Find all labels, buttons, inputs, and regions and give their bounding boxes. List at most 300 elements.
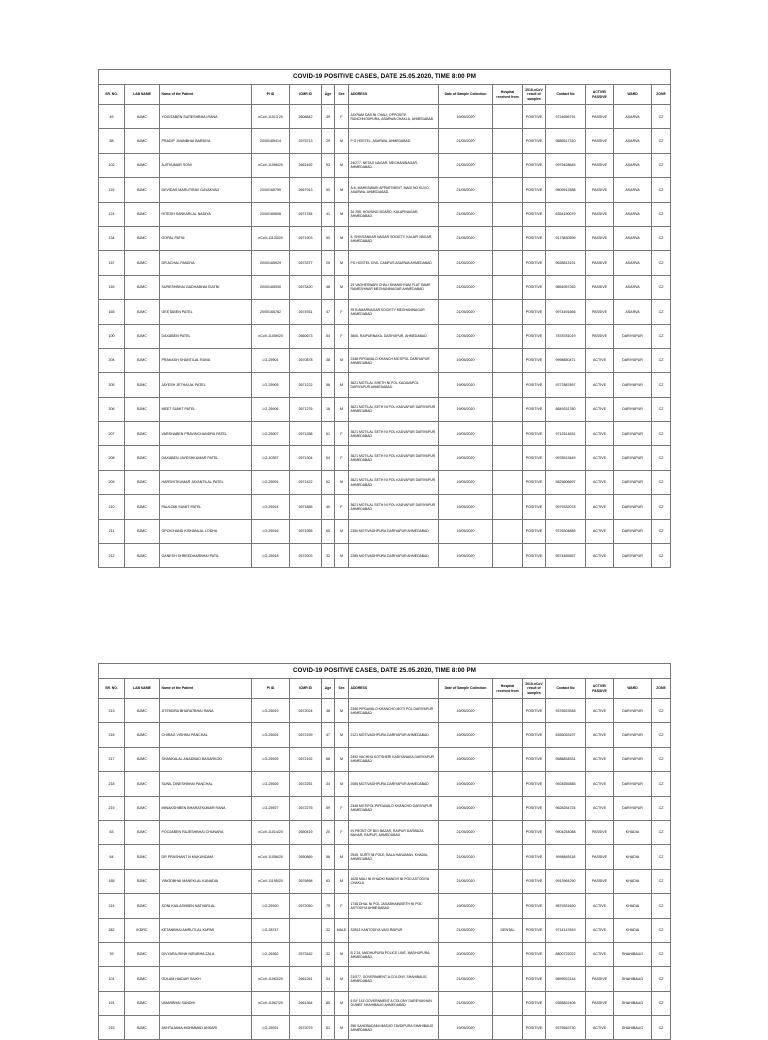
cell-result: POSITIVE <box>523 300 546 324</box>
cell-pi-id: 20/00165762 <box>252 300 290 324</box>
table-row <box>99 275 671 299</box>
cell-hospital <box>493 723 523 747</box>
cell-patient-name: DEVIDAS MARUTIRAV GAYAKVAD <box>160 178 252 202</box>
table-row <box>99 519 671 543</box>
cell-lab-name: BJMC <box>125 226 160 250</box>
cell-ward: ASARVA <box>614 178 652 202</box>
cell-address: 2945, SURTI NI POLE, BALA HANUMAN, KHADIA, AHMEDABAD. <box>349 845 439 869</box>
cell-hospital <box>493 202 523 226</box>
cell-sample-date: 19/05/2020 <box>439 105 493 129</box>
cell-zone: CZ <box>652 202 671 226</box>
cell-pi-id: nCoV-11059/20 <box>252 324 290 348</box>
cell-sample-date: 19/05/2020 <box>439 519 493 543</box>
column-header-contact-no: Contact No <box>546 85 586 105</box>
cell-patient-name: YOGITABEN SURESHBHAI RANA <box>160 105 252 129</box>
cell-age: 56 <box>322 373 335 397</box>
cell-contact-no: 9974491565 <box>546 300 586 324</box>
cell-lab-name: BJMC <box>125 178 160 202</box>
cell-hospital <box>493 699 523 723</box>
cell-ward: DARIYAPUR <box>614 519 652 543</box>
cell-patient-name: DIVYARAJSINH NIRUBHA ZALA <box>160 942 252 966</box>
cell-address: 3621 MOTILAL SETH NI POL KADVAPUR DARIYAPUR AHMEDABAD <box>349 446 439 470</box>
cell-sex: M <box>335 723 349 747</box>
cell-lab-name: BJMC <box>125 796 160 820</box>
cell-hospital <box>493 942 523 966</box>
table-row <box>99 723 671 747</box>
cell-icmr-id: 2673377 <box>290 251 322 275</box>
cell-ward: SHAHIBAUG <box>614 967 652 991</box>
cell-hospital <box>493 845 523 869</box>
cell-age: 54 <box>322 446 335 470</box>
cell-sr-no: 157 <box>99 251 125 275</box>
cell-sr-no: 205 <box>99 373 125 397</box>
cell-sample-date: 21/05/2020 <box>439 324 493 348</box>
cell-icmr-id: 2661492 <box>290 153 322 177</box>
cell-result: POSITIVE <box>523 820 546 844</box>
column-header-lab-name: LAB NAME <box>125 679 160 699</box>
cell-address: 2306 MOTIVAGHPURA DARIYAPUR AHMEDABAD <box>349 519 439 543</box>
cell-patient-name: AKHTAJAMA MOHMMAD ANSARI <box>160 1016 252 1040</box>
cell-contact-no: 9714147819 <box>546 918 586 942</box>
cell-hospital <box>493 397 523 421</box>
cell-ward: DARIYAPUR <box>614 422 652 446</box>
cell-age: 56 <box>322 845 335 869</box>
cell-zone: CZ <box>652 942 671 966</box>
cell-pi-id: LG-25921 <box>252 1016 290 1040</box>
column-header-address: ADDRESS <box>349 679 439 699</box>
table-row <box>99 894 671 918</box>
cell-hospital <box>493 519 523 543</box>
cell-status: PASSIVE <box>586 202 614 226</box>
cell-sex: M <box>335 153 349 177</box>
cell-hospital <box>493 251 523 275</box>
cell-zone: CZ <box>652 105 671 129</box>
cell-sr-no: 213 <box>99 699 125 723</box>
cell-age: 40 <box>322 495 335 519</box>
cell-zone: CZ <box>652 894 671 918</box>
cell-address: 3606, RAIPURNAKA, DARIYAPUR, AHMEDABAD. <box>349 324 439 348</box>
cell-contact-no: 9375563730 <box>546 1016 586 1040</box>
cell-sr-no: 207 <box>99 422 125 446</box>
cell-age: 47 <box>322 723 335 747</box>
cell-zone: CZ <box>652 772 671 796</box>
cell-status: PASSIVE <box>586 226 614 250</box>
table-row <box>99 178 671 202</box>
column-header-sex: Sex <box>335 85 349 105</box>
cell-icmr-id: 2673420 <box>290 275 322 299</box>
cell-sr-no: 216 <box>99 723 125 747</box>
cell-hospital <box>493 772 523 796</box>
cell-age: 36 <box>322 699 335 723</box>
cell-contact-no: 9376523548 <box>546 699 586 723</box>
cell-sex: F <box>335 422 349 446</box>
cell-zone: CZ <box>652 747 671 771</box>
table-row <box>99 251 671 275</box>
cell-pi-id: nCoV-11130/20 <box>252 226 290 250</box>
cell-icmr-id: 2608842 <box>290 105 322 129</box>
cell-address: 3621 MOTILAL SETH NI POL KADVAPUR DARIYAPUR AHMEDABAD <box>349 470 439 494</box>
cell-icmr-id: 2672050 <box>290 894 322 918</box>
column-header-lab-name: LAB NAME <box>125 85 160 105</box>
cell-lab-name: IKDRC <box>125 918 160 942</box>
column-header-result: 2019-nCoV result of samples <box>523 679 546 699</box>
cell-contact-no: 9979332078 <box>546 495 586 519</box>
cell-sex: M <box>335 845 349 869</box>
cell-contact-no: 7878781019 <box>546 324 586 348</box>
cell-sample-date: 19/05/2020 <box>439 422 493 446</box>
cell-contact-no: 9365822406 <box>546 991 586 1015</box>
cell-contact-no: 9628254724 <box>546 796 586 820</box>
cell-age: 50 <box>322 226 335 250</box>
cell-sample-date: 21/05/2020 <box>439 153 493 177</box>
cell-sex: F <box>335 820 349 844</box>
cell-address: 2085 MOTIVAGHPURA DARIYAPUR AHMEDABAD <box>349 772 439 796</box>
cell-sex: M <box>335 519 349 543</box>
cell-sr-no: 210 <box>99 495 125 519</box>
cell-age: 16 <box>322 397 335 421</box>
cell-lab-name: BJMC <box>125 723 160 747</box>
cell-sex: M <box>335 544 349 568</box>
cell-icmr-id: 2667913 <box>290 178 322 202</box>
cell-icmr-id: 2672024 <box>290 699 322 723</box>
cell-patient-name: UMARBHAI SANDHI <box>160 991 252 1015</box>
cell-address: IN FRONT OF BIG BAZAR, RAIPUR DARWAZA BAHAR, RAIPUR, AHMEDABAD. <box>349 820 439 844</box>
cell-ward: DARIYAPUR <box>614 446 652 470</box>
cell-patient-name: KETANBHAI AMRUTLAL KURMI <box>160 918 252 942</box>
cell-zone: CZ <box>652 519 671 543</box>
cell-status: ACTIVE <box>586 723 614 747</box>
table-row <box>99 1016 671 1040</box>
cell-age: 65 <box>322 519 335 543</box>
cell-status: ACTIVE <box>586 470 614 494</box>
cell-icmr-id: 2671422 <box>290 470 322 494</box>
cell-address: A-6, MAHESWARI APPARTMENT, MADI NO KUVO, ASARWA, AHMEDABAD. <box>349 178 439 202</box>
cell-sample-date: 19/05/2020 <box>439 348 493 372</box>
cell-pi-id: LG-28747 <box>252 918 290 942</box>
cell-hospital <box>493 869 523 893</box>
cell-sex: M <box>335 942 349 966</box>
cell-contact-no: 9724656791 <box>546 105 586 129</box>
cell-address: 2348 PIPDAVALO KHANCH MOTIPOL DARIYAPUR AHMEDABAD <box>349 348 439 372</box>
cell-address: 1628 MALI NI KHADKI MANDVI NI POD ASTODIYA CHAKLA <box>349 869 439 893</box>
cell-pi-id: nCoV-11063/20 <box>252 967 290 991</box>
cell-result: POSITIVE <box>523 918 546 942</box>
cell-pi-id: LG-26362 <box>252 942 290 966</box>
column-header-pi-id: PI ID <box>252 85 290 105</box>
cell-sample-date: 21/05/2020 <box>439 991 493 1015</box>
table-row <box>99 495 671 519</box>
table-row <box>99 772 671 796</box>
cell-patient-name: JITENDRA BHARATBHAI RANA <box>160 699 252 723</box>
cell-result: POSITIVE <box>523 422 546 446</box>
cell-zone: CZ <box>652 991 671 1015</box>
cell-age: 32 <box>322 918 335 942</box>
cell-ward: DARIYAPUR <box>614 397 652 421</box>
cell-patient-name: POOJABEN RAJESHBHAI CHUNARA <box>160 820 252 844</box>
cell-sex: F <box>335 796 349 820</box>
cell-icmr-id: 2660673 <box>290 324 322 348</box>
cell-age: 20 <box>322 820 335 844</box>
cell-hospital <box>493 422 523 446</box>
column-header-patient-name: Name of the Patient <box>160 679 252 699</box>
cell-sr-no: 206 <box>99 397 125 421</box>
cell-hospital <box>493 544 523 568</box>
cell-zone: CZ <box>652 324 671 348</box>
cell-sr-no: 211 <box>99 519 125 543</box>
cell-pi-id: nCoV-11066/20 <box>252 153 290 177</box>
cell-ward: KHADIA <box>614 845 652 869</box>
cell-sr-no: 102 <box>99 153 125 177</box>
cell-result: POSITIVE <box>523 495 546 519</box>
cell-result: POSITIVE <box>523 772 546 796</box>
table-row <box>99 918 671 942</box>
cell-contact-no: 9904254088 <box>546 820 586 844</box>
cell-lab-name: BJMC <box>125 446 160 470</box>
cell-sex: F <box>335 495 349 519</box>
cell-address: P G HOSTEL, ASARWA, AHMEDABAD. <box>349 129 439 153</box>
cell-result: POSITIVE <box>523 226 546 250</box>
cell-sr-no: 64 <box>99 845 125 869</box>
cell-sr-no: 115 <box>99 178 125 202</box>
cell-status: ACTIVE <box>586 918 614 942</box>
cell-lab-name: BJMC <box>125 129 160 153</box>
cell-pi-id: 20/00165930 <box>252 275 290 299</box>
cell-ward: DARIYAPUR <box>614 373 652 397</box>
cell-pi-id: 20/00165929 <box>252 251 290 275</box>
cell-contact-no: 9825606697 <box>546 470 586 494</box>
cell-contact-no: 9854957263 <box>546 275 586 299</box>
cell-lab-name: BJMC <box>125 348 160 372</box>
column-header-icmr-id: ICMR ID <box>290 85 322 105</box>
cell-lab-name: BJMC <box>125 397 160 421</box>
cell-status: PASSIVE <box>586 869 614 893</box>
cell-sample-date: 21/05/2020 <box>439 820 493 844</box>
cell-pi-id: LG-25920 <box>252 894 290 918</box>
cell-icmr-id: 2671784 <box>290 202 322 226</box>
table-row <box>99 105 671 129</box>
cell-icmr-id: 2671304 <box>290 446 322 470</box>
cell-sex: F <box>335 446 349 470</box>
cell-sex: M <box>335 373 349 397</box>
cell-pi-id: LG-25924 <box>252 723 290 747</box>
cell-ward: DARIYAPUR <box>614 796 652 820</box>
report-title: COVID-19 POSITIVE CASES, DATE 25.05.2020, TIME 8:00 PM <box>98 69 671 84</box>
cell-status: PASSIVE <box>586 324 614 348</box>
cell-ward: ASARVA <box>614 300 652 324</box>
cell-icmr-id: 2672079 <box>290 1016 322 1040</box>
cell-patient-name: MEET SUMIT PATEL <box>160 397 252 421</box>
column-header-hospital: Hospital received from <box>493 85 523 105</box>
cell-icmr-id: 2676898 <box>290 869 322 893</box>
cell-sample-date: 19/05/2020 <box>439 796 493 820</box>
cell-ward: ASARVA <box>614 202 652 226</box>
cell-status: PASSIVE <box>586 991 614 1015</box>
cell-patient-name: PAULOMI SUMIT PATEL <box>160 495 252 519</box>
cell-sex: M <box>335 747 349 771</box>
cell-patient-name: DAXABEN PATEL <box>160 324 252 348</box>
cell-age: 54 <box>322 324 335 348</box>
table-row <box>99 820 671 844</box>
cell-zone: CZ <box>652 251 671 275</box>
cell-contact-no: 9885517310 <box>546 129 586 153</box>
cell-ward: KHADIA <box>614 894 652 918</box>
cell-contact-no: 9924555585 <box>546 772 586 796</box>
cell-contact-no: 9586834531 <box>546 747 586 771</box>
cell-hospital <box>493 894 523 918</box>
table-row <box>99 129 671 153</box>
cell-sample-date: 19/05/2020 <box>439 397 493 421</box>
cell-age: 50 <box>322 178 335 202</box>
table-row <box>99 446 671 470</box>
cell-status: PASSIVE <box>586 105 614 129</box>
cell-age: 47 <box>322 300 335 324</box>
cell-patient-name: HITESH SANKARLAL NADIYA <box>160 202 252 226</box>
cell-patient-name: GPOICHAND KISHANLAL LODHA <box>160 519 252 543</box>
cell-hospital <box>493 300 523 324</box>
cell-address: 39 B AMARNAGAR SOCIETY MEGHANINAGAR AHMEDABAD <box>349 300 439 324</box>
covid-cases-table-page-1 <box>98 69 671 568</box>
cell-address: 3621 MOTILAL SETH NI POL KADVAPUR DARIYAPUR AHMEDABAD <box>349 495 439 519</box>
cell-status: ACTIVE <box>586 942 614 966</box>
cell-age: 61 <box>322 422 335 446</box>
cell-lab-name: BJMC <box>125 845 160 869</box>
table-row <box>99 869 671 893</box>
cell-pi-id: LG-25916 <box>252 519 290 543</box>
cell-sex: F <box>335 894 349 918</box>
table-row <box>99 397 671 421</box>
cell-pi-id: nCoV-11013 20 <box>252 105 290 129</box>
cell-zone: CZ <box>652 178 671 202</box>
cell-ward: ASARVA <box>614 226 652 250</box>
cell-address: 24/277, NETAJI NAGAR, MEGHANINAGAR, AHMEDABAD. <box>349 153 439 177</box>
cell-sex: M <box>335 251 349 275</box>
cell-result: POSITIVE <box>523 470 546 494</box>
cell-status: PASSIVE <box>586 300 614 324</box>
cell-address: 396 SAHDBADAMI MASJID TAVDIPURA SHAHIBAUG AHMEDABAD <box>349 1016 439 1040</box>
cell-patient-name: PRAKASH SHANTILAL RANA <box>160 348 252 372</box>
cell-result: POSITIVE <box>523 153 546 177</box>
cell-address: 2348 PIPDAVALO KHANCHO MOTI POL DARIYAPUR AHMEDABAD <box>349 699 439 723</box>
cell-patient-name: GOPAL PATNI <box>160 226 252 250</box>
cell-result: POSITIVE <box>523 178 546 202</box>
cell-ward: ASARVA <box>614 129 652 153</box>
cell-status: ACTIVE <box>586 772 614 796</box>
cell-result: POSITIVE <box>523 723 546 747</box>
column-header-sample-date: Date of Sample Collection <box>439 679 493 699</box>
cell-pi-id: nCoV-11195/20 <box>252 869 290 893</box>
cell-zone: CZ <box>652 699 671 723</box>
cell-ward: ASARVA <box>614 153 652 177</box>
cell-address: 1748 DHAL NI POL JAGABHAINISETH NI POL ASTODIYA AHMEDABAD <box>349 894 439 918</box>
cell-sample-date: 19/05/2020 <box>439 495 493 519</box>
cell-sr-no: 214 <box>99 894 125 918</box>
cell-status: ACTIVE <box>586 894 614 918</box>
cell-age: 25 <box>322 251 335 275</box>
cell-address: 3621 MOTILAL SETH NI POL KADVAPUR DARIYAPUR AHMEDABAD <box>349 422 439 446</box>
cell-status: ACTIVE <box>586 373 614 397</box>
cell-sex: M <box>335 129 349 153</box>
table-row <box>99 942 671 966</box>
cell-ward: ASARVA <box>614 251 652 275</box>
table-row <box>99 373 671 397</box>
cell-lab-name: BJMC <box>125 300 160 324</box>
cell-patient-name: DAXABEN JAYESHKUMAR PATEL <box>160 446 252 470</box>
cell-address: PG HOSTEL CIVIL CAMPUS ASARWA AHMEDABAD <box>349 251 439 275</box>
cell-sex: M <box>335 275 349 299</box>
table-row <box>99 422 671 446</box>
cell-age: 29 <box>322 129 335 153</box>
cell-contact-no: 8849331780 <box>546 397 586 421</box>
cell-pi-id: LG-25919 <box>252 699 290 723</box>
cell-zone: CZ <box>652 446 671 470</box>
cell-result: POSITIVE <box>523 1016 546 1040</box>
cell-sample-date: 20/05/2020 <box>439 942 493 966</box>
cell-status: ACTIVE <box>586 796 614 820</box>
cell-pi-id: LG-25925 <box>252 747 290 771</box>
report-title: COVID-19 POSITIVE CASES, DATE 25.05.2020, TIME 8:00 PM <box>98 663 671 678</box>
header-row <box>99 85 671 105</box>
cell-ward: DARIYAPUR <box>614 544 652 568</box>
cell-patient-name: PRADIP JIVANBHAI BARBIYA <box>160 129 252 153</box>
cell-contact-no: 9913964290 <box>546 869 586 893</box>
cell-patient-name: SURESHBHAI GADHABHAI ISATNI <box>160 275 252 299</box>
cell-age: 38 <box>322 348 335 372</box>
cell-sample-date: 19/05/2020 <box>439 544 493 568</box>
cell-status: PASSIVE <box>586 967 614 991</box>
cell-contact-no: 9879331620 <box>546 894 586 918</box>
cell-contact-no: 9979428645 <box>546 153 586 177</box>
column-header-sample-date: Date of Sample Collection <box>439 85 493 105</box>
cell-icmr-id: 2671855 <box>290 495 322 519</box>
table-row <box>99 845 671 869</box>
cell-icmr-id: 2575713 <box>290 129 322 153</box>
cell-address: 2285 MOTIVAGHPURA DARIYAPUR AHMEDABAD <box>349 544 439 568</box>
cell-icmr-id: 2674931 <box>290 300 322 324</box>
cell-contact-no: 9712514631 <box>546 422 586 446</box>
cell-address: 3621 MOTILAL SETH NI POL KADVAPUR DARIYAPUR AHMEDABAD <box>349 397 439 421</box>
cell-patient-name: GANESH SHREEDHARBHAI PATIL <box>160 544 252 568</box>
cell-address: 21/577, GOVERNMENT A COLONY, SHAHIBAUG, AHMEDABAD. <box>349 967 439 991</box>
covid-cases-table-page-2 <box>98 663 671 1040</box>
cell-sex: M <box>335 699 349 723</box>
cell-sex: M <box>335 348 349 372</box>
cell-pi-id: LG-25991 <box>252 470 290 494</box>
cell-age: 66 <box>322 747 335 771</box>
cell-sample-date: 19/05/2020 <box>439 772 493 796</box>
cell-zone: CZ <box>652 723 671 747</box>
column-header-hospital: Hospital received from <box>493 679 523 699</box>
cell-hospital <box>493 1016 523 1040</box>
cell-age: 51 <box>322 1016 335 1040</box>
cell-sr-no: 63 <box>99 820 125 844</box>
cell-contact-no: 9628513191 <box>546 251 586 275</box>
cell-hospital <box>493 470 523 494</box>
column-header-sr-no: SR. NO. <box>99 85 125 105</box>
cell-ward: DARIYAPUR <box>614 723 652 747</box>
cell-result: POSITIVE <box>523 942 546 966</box>
column-header-icmr-id: ICMR ID <box>290 679 322 699</box>
cell-age: 62 <box>322 470 335 494</box>
cell-pi-id: LG-25905 <box>252 373 290 397</box>
cell-zone: CZ <box>652 820 671 844</box>
cell-hospital <box>493 991 523 1015</box>
cell-hospital <box>493 129 523 153</box>
cell-zone: CZ <box>652 918 671 942</box>
cell-icmr-id: 2671276 <box>290 397 322 421</box>
cell-contact-no: 6355053197 <box>546 723 586 747</box>
cell-result: POSITIVE <box>523 869 546 893</box>
cell-sample-date: 19/05/2020 <box>439 446 493 470</box>
